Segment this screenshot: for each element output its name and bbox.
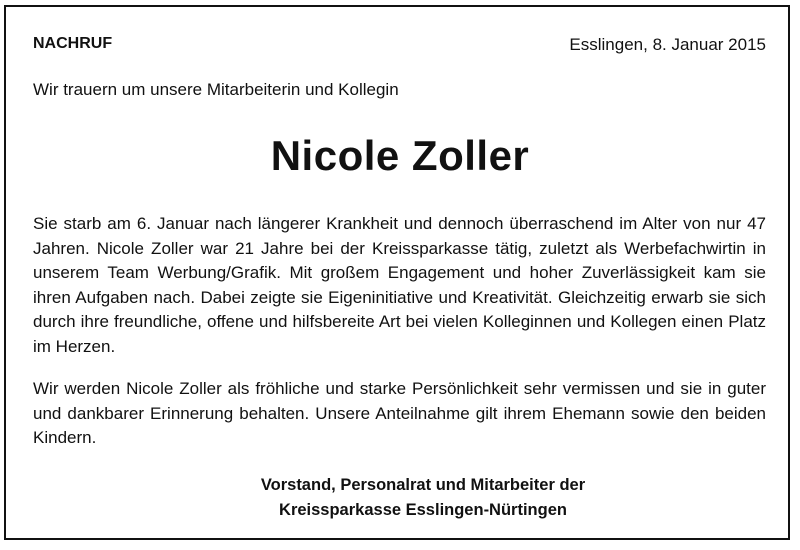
place-date: Esslingen, 8. Januar 2015 (569, 35, 766, 54)
deceased-name: Nicole Zoller (270, 132, 530, 179)
obituary-paragraph-1: Sie starb am 6. Januar nach längerer Krankheit und dennoch überraschend im Alter von nur 47 Jahren. Nicole Zoller war 21 Jahre bei der Kreissparkasse tätig, zuletzt als Werbefachwirtin in unserem Team Werbung/Grafik. Mit großem Engagement und hoher Zuverlässigkeit kam sie ihren Aufgaben nach. Dabei zeigte sie Eigeninitiative und Kreativität. Gleichzeitig erwarb sie sich durch ihre freundliche, offene und hilfsbereite Art bei vielen Kolleginnen und Kollegen einen Platz im Herzen. (33, 214, 766, 356)
obituary-paragraph-2: Wir werden Nicole Zoller als fröhliche und starke Persönlichkeit sehr vermissen und sie in guter und dankbarer Erinnerung behalten. Unsere Anteilnahme gilt ihrem Ehemann sowie den beiden Kindern. (33, 379, 766, 448)
intro-line: Wir trauern um unsere Mitarbeiterin und Kollegin (33, 80, 399, 99)
signature-line-1: Vorstand, Personalrat und Mitarbeiter der (260, 476, 586, 494)
signature-line-2: Kreissparkasse Esslingen-Nürtingen (279, 501, 567, 519)
notice-type-label: NACHRUF (33, 35, 113, 52)
